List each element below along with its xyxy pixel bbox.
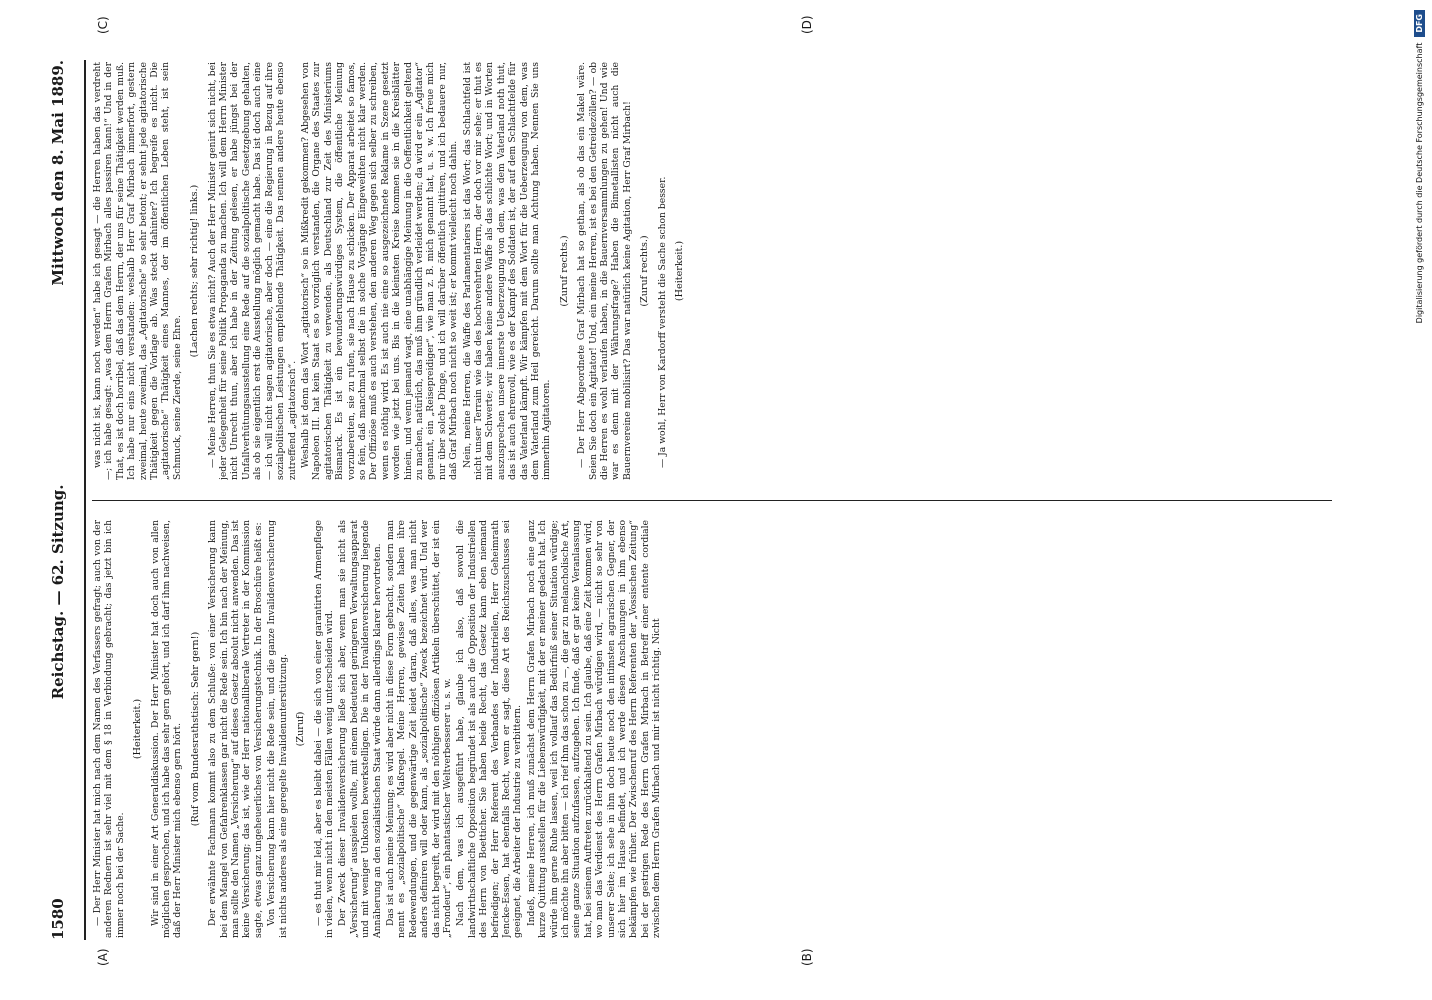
interjection: (Heiterkeit.) bbox=[674, 240, 686, 302]
paragraph: Das ist auch meine Meinung; es wird aber nicht in diese Form gebracht, sondern man nennt es „sozialpolitische“ Maßregel. Meine Herren, gewisse Zeiten haben ihre Redewendungen, und die gegenwärtige Zeit leidet daran, daß alles, was man nicht anders definiren will oder kann, als „sozialpolitische“ Zweck bezeichnet wird. Und wer das nicht begreift, der wird mit den nöthigen offiziösen Artikeln überschüttet, der ist ein „Frondeur“, ein phantastischer Weltverbesserer u. s. w. bbox=[384, 520, 453, 938]
paragraph: Weshalb ist denn das Wort „agitatorisch“ so in Mißkredit gekommen? Abgesehen von Napoleon III. hat kein Staat es so vorzüglich verstanden, die Organe des Staates zur agitatorischen Thätigkeit zu verwenden, als Deutschland zur Zeit des Ministeriums Bismarck. Es ist ein bewunderungswürdiges System, die öffentliche Meinung vorzubereiten, sie zu rufen, sie nach Hause zu schicken. Der Apparat arbeitet so famos, so fein, daß manchmal selbst die in solche Vorgänge Eingeweihten nicht klar werden. Der Offiziöse muß es auch verstehen, den anderen Weg gegen sich selber zu schreiben, wenn es nöthig wird. Es ist auch nie eine so ausgezeichnete Reklame in Szene gesetzt worden wie jetzt bei uns. Bis in die kleinsten Kreise kommen sie in die Kreisblätter hinein, und wenn jemand wagt, eine unabhängige Meinung in die Oeffentlichkeit geltend zu machen, natürlich, das muß ihm gründlich verleidet werden; da wird er ein „Agitator“ genannt, ein „Reisepreidiger“, wie man z. B. mich genannt hat, u. s. w. Ich freue mich nur über solche Dinge, und ich will darüber öffentlich quittiren, und ich bedauere nur, daß Graf Mirbach noch nicht so weit ist; er kommt vielleicht noch dahin. bbox=[299, 62, 460, 480]
dfg-logo: DFG bbox=[1414, 10, 1425, 37]
interjection: (Lachen rechts; sehr richtig! links.) bbox=[189, 184, 201, 358]
paragraph: — Meine Herren, thun Sie es etwa nicht? Auch der Herr Minister genirt sich nicht, bei jeder Gelegenheit für seine Politik Propaganda zu machen. Ich will dem Herrn Minister nicht Unrecht thun, aber ich habe in der Zeitung gelesen, er habe jüngst bei der Unfallverhütungsausstellung eine Rede auf die sozialpolitische Gesetzgebung gehalten, als ob sie eigentlich erst die Ausstellung möglich gemacht habe. Das ist doch auch eine — ich will nicht sagen agitatorische, aber doch — eine die Regierung in Bezug auf ihre sozialpolitischen Leistungen empfehlende Thätigkeit. Das nennen andere heute ebenso zutreffend „agitatorisch“. bbox=[206, 62, 298, 480]
running-title-left: Reichstag. — 62. Sitzung. bbox=[49, 484, 67, 700]
paragraph: Der Zweck dieser Invalidenversicherung ließe sich aber, wenn man sie nicht als „Versicherung“ ausspielen wollte, mit einem bedeutend geringeren Verwaltungsapparat und mit weniger Unkosten bewerkstelligen. Die in der Invalidenversicherung liegende Annäherung an den sozialistischen Staat würde dann allerdings klarer hervortreten. bbox=[337, 520, 383, 938]
paragraph: Der erwähnte Fachmann kommt also zu dem Schluße: von einer Versicherung kann bei dem Mangel von Gefahrenklassen gar nicht die Rede sein. Ich bin nach der Meinung, man sollte den Namen „Versicherung“ auf dieses Gesetz absolut nicht anwenden. Das ist keine Versicherung; das ist, wie der Herr nationalliberale Vertreter in der Kommission sagte, etwas ganz ungeheuerliches von Versicherungstechnik. In der Broschüre heißt es: bbox=[207, 520, 264, 938]
paragraph: Wir sind in einer Art Generaldiskussion. Der Herr Minister hat doch auch von allen möglichen gesprochen, und ich habe das sehr gern gehört, und ich darf ihm nachweisen, daß der Herr Minister mich ebenso gern hört. bbox=[149, 520, 184, 938]
interjection: (Heiterkeit.) bbox=[132, 698, 144, 760]
right-column bbox=[92, 62, 1332, 480]
digitization-note: Digitalisierung gefördert durch die Deutsche Forschungsgemeinschaft bbox=[1414, 42, 1424, 324]
interjection: (Zuruf rechts.) bbox=[639, 235, 651, 307]
paragraph: — es thut mir leid, aber es bleibt dabei — die sich von einer garantirten Armenpflege in vielen, wenn nicht in den meisten Fällen wenig unterscheiden wird. bbox=[312, 520, 335, 938]
interjection: (Ruf vom Bundesrathstisch: Sehr gern!) bbox=[189, 631, 201, 827]
header-left bbox=[49, 898, 67, 940]
running-title-right: Mittwoch den 8. Mai 1889. bbox=[49, 60, 67, 286]
running-header bbox=[38, 60, 78, 940]
paragraph: was nicht ist, kann noch werden“ habe ich gesagt — die Herren haben das verdreht —; ich habe gesagt: „was dem Herrn Grafen Mirbach alles passiren kann!“ Und in der That, es ist doch horribel, daß das dem Herrn, der uns für seine Thätigkeit werden muß. Ich habe nur eins nicht verstanden: weshalb Herr Graf Mirbach immerfort, gestern zweimal, heute zweimal, das „Agitatorische“ so sehr betont; er sehnt jede agitatorische Thätigkeit gegen die Vorlage ab. Was steckt dahinter? Ich begreife es nicht. Die „agitatorische“ Thätigkeit eines Mannes, der im öffentlichen Leben steht, ist sein Schmuck, seine Zierde, seine Ehre. bbox=[92, 62, 183, 480]
left-column bbox=[92, 520, 1332, 938]
interjection: (Zuruf) bbox=[295, 711, 307, 747]
digitization-footer bbox=[1406, 0, 1432, 1000]
paragraph: Nein, meine Herren, die Waffe des Parlamentariers ist das Wort; das Schlachtfeld ist nicht unser Terrain wie das des hochverehrten Herrn, der doch vor mir sehe; er thut es mit dem Schwerte; wir haben keine andere Waffe als das schlichte Wort; und in Worten auszusprechen unsere innerste Ueberzeugung von dem, was dem Vaterland noth thut, das ist auch ehrenvoll, wie es der Kampf des Soldaten ist, der auf dem Schlachtfelde für das Vaterland kämpft. Wir kämpfen mit dem Wort für die Ueberzeugung von dem, was dem Vaterland zum Heil gereicht. Darum sollte man Achtung haben. Nennen Sie uns immerhin Agitatoren. bbox=[461, 62, 553, 480]
paragraph: — Der Herr Minister hat mich nach dem Namen des Verfassers gefragt; auch von der anderen Rednern ist sehr viel mit dem § 18 in Verbindung gebracht; das jetzt bin ich immer noch bei der Sache. bbox=[92, 520, 126, 938]
header-rule bbox=[84, 60, 86, 940]
interjection: (Zuruf rechts.) bbox=[558, 235, 570, 307]
margin-mark-b: (B) bbox=[800, 948, 814, 966]
paragraph: — Der Herr Abgeordnete Graf Mirbach hat so gethan, als ob das ein Makel wäre. Seien Sie doch ein Agitator! Und, ein meine Herren, ist es bei den Getreidezöllen? — ob die Herren es wohl verlaufen haben, in die Bauernversammlungen zu gehen! Und wie war es denn mit der Währungsfrage? Haben die Bimetallisten nicht auch die Bauernvereine mobilisirt? Das war natürlich keine Agitation, Herr Graf Mirbach! bbox=[576, 62, 633, 480]
column-divider bbox=[92, 500, 1332, 501]
margin-mark-d: (D) bbox=[800, 15, 814, 34]
paragraph: Nach dem, was ich ausgeführt habe, glaube ich also, daß sowohl die landwirthschaftliche Opposition begründet ist als auch die Opposition der Industriellen des Herrn von Boetticher. Sie haben beide Recht, das Gesetz kann eben niemand befriedigen; der Herr Referent des Verbandes der Industriellen, Herr Geheimrath Jencke-Essen, hat ebenfalls Recht, wenn er sagt, diese Art des Reichszuschusses sei geeignet, die Arbeiter der Industrie zu verbittern. bbox=[455, 520, 524, 938]
quotation: Von Versicherung kann hier nicht die Rede sein, und die ganze Invalidenversicherung ist nichts anderes als eine geregelte Invalidenunterstützung. bbox=[266, 520, 289, 938]
margin-mark-c: (C) bbox=[96, 16, 110, 34]
margin-mark-a: (A) bbox=[96, 948, 110, 966]
page-number: 1580 bbox=[49, 898, 67, 940]
paragraph: — Ja wohl, Herr von Kardorff versteht die Sache schon besser. bbox=[656, 176, 668, 468]
paragraph: Indeß, meine Herren, ich muß zunächst dem Herrn Grafen Mirbach noch eine ganz kurze Quittung ausstellen für die Liebenswürdigkeit, mit der er meiner gedacht hat. Ich würde ihm gerne Ruhe lassen, weil ich vollauf das Bedürfniß seiner Situation würdige; ich möchte ihn aber bitten — ich rief ihm das schon zu —, die gar zu melancholische Art, seine ganze Situation aufzufassen, aufzugeben. Ich finde, daß er gar keine Veranlassung hat, bei seinem Auftreten zurückhaltend zu sein. Ich glaube, daß eine Zeit kommen wird, wo man das Verdienst des Herrn Grafen Mirbach würdigen wird, — nicht so sehr von unserer Seite; ich sehe in ihm doch heute noch den intimsten agrarischen Gegner, der sich hier im Hause befindet, und ich werde diesen Anschauungen in ihm ebenso bekämpfen wie früher. Der Zwischenruf des Herrn Referenten der „Vossischen Zeitung“ bei der gestrigen Rede des Herrn Grafen Mirbach in Betreff einer entente cordiale zwischen dem Herrn Grafen Mirbach und mir ist nicht richtig. Nicht bbox=[525, 520, 663, 938]
